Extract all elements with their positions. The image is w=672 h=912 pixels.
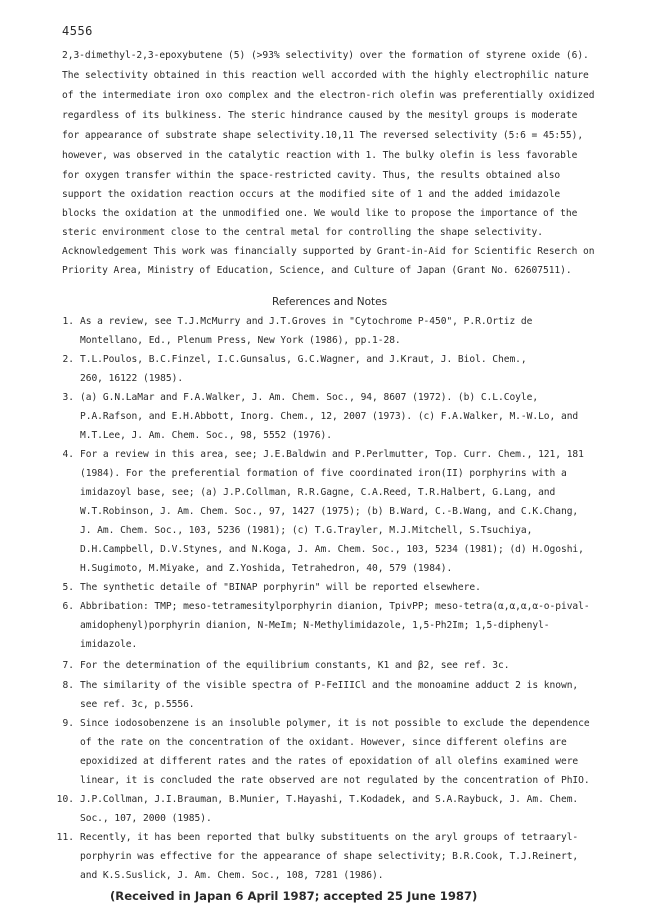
received-date-line: (Received in Japan 6 April 1987; accepted 25 June 1987): [110, 889, 478, 903]
reference-line: T.L.Poulos, B.C.Finzel, I.C.Gunsalus, G.C.Wagner, and J.Kraut, J. Biol. Chem.,: [80, 354, 527, 365]
reference-line: Abbribation: TMP; meso-tetramesitylporphyrin dianion, TpivPP; meso-tetra(α,α,α,α-o-pival-: [80, 601, 590, 612]
reference-number: 11.: [56, 832, 74, 843]
reference-number: 8.: [62, 680, 74, 691]
body-line: steric environment close to the central metal for controlling the shape selectivity.: [62, 227, 543, 238]
body-line: support the oxidation reaction occurs at the modified site of 1 and the added imidazole: [62, 189, 561, 200]
reference-line: H.Sugimoto, M.Miyake, and Z.Yoshida, Tetrahedron, 40, 579 (1984).: [80, 563, 453, 574]
reference-line: J. Am. Chem. Soc., 103, 5236 (1981); (c) T.G.Trayler, M.J.Mitchell, S.Tsuchiya,: [80, 525, 533, 536]
reference-line: see ref. 3c, p.5556.: [80, 699, 195, 710]
reference-number: 6.: [62, 601, 74, 612]
reference-line: imidazole.: [80, 639, 138, 650]
reference-number: 10.: [56, 794, 74, 805]
reference-number: 1.: [62, 316, 74, 327]
reference-line: 260, 16122 (1985).: [80, 373, 184, 384]
body-line: regardless of its bulkiness. The steric hindrance caused by the mesityl groups is moderate: [62, 110, 578, 121]
reference-number: 3.: [62, 392, 74, 403]
reference-line: (a) G.N.LaMar and F.A.Walker, J. Am. Chem. Soc., 94, 8607 (1972). (b) C.L.Coyle,: [80, 392, 539, 403]
reference-line: The similarity of the visible spectra of P-FeIIICl and the monoamine adduct 2 is known,: [80, 680, 579, 691]
reference-line: M.T.Lee, J. Am. Chem. Soc., 98, 5552 (1976).: [80, 430, 332, 441]
reference-line: For the determination of the equilibrium constants, K1 and β2, see ref. 3c.: [80, 660, 510, 671]
reference-line: As a review, see T.J.McMurry and J.T.Groves in "Cytochrome P-450", P.R.Ortiz de: [80, 316, 533, 327]
reference-line: of the rate on the concentration of the oxidant. However, since different olefins are: [80, 737, 567, 748]
body-line: The selectivity obtained in this reaction well accorded with the highly electrophilic nature: [62, 70, 589, 81]
reference-line: epoxidized at different rates and the rates of epoxidation of all olefins examined were: [80, 756, 579, 767]
reference-line: The synthetic detaile of "BINAP porphyrin" will be reported elsewhere.: [80, 582, 481, 593]
acknowledgement-line: Acknowledgement This work was financially supported by Grant-in-Aid for Scientific Reserch on: [62, 246, 595, 257]
reference-number: 4.: [62, 449, 74, 460]
reference-line: P.A.Rafson, and E.H.Abbott, Inorg. Chem., 12, 2007 (1973). (c) F.A.Walker, M.-W.Lo, and: [80, 411, 579, 422]
reference-line: amidophenyl)porphyrin dianion, N-MeIm; N-Methylimidazole, 1,5-Ph2Im; 1,5-diphenyl-: [80, 620, 550, 631]
reference-line: Recently, it has been reported that bulky substituents on the aryl groups of tetraaryl-: [80, 832, 579, 843]
reference-line: Montellano, Ed., Plenum Press, New York (1986), pp.1-28.: [80, 335, 401, 346]
reference-number: 7.: [62, 660, 74, 671]
reference-line: Since iodosobenzene is an insoluble polymer, it is not possible to exclude the dependence: [80, 718, 590, 729]
body-line: for oxygen transfer within the space-restricted cavity. Thus, the results obtained also: [62, 170, 561, 181]
reference-line: D.H.Campbell, D.V.Stynes, and N.Koga, J. Am. Chem. Soc., 103, 5234 (1981); (d) H.Ogoshi,: [80, 544, 584, 555]
references-heading: References and Notes: [272, 296, 388, 308]
reference-line: For a review in this area, see; J.E.Baldwin and P.Perlmutter, Top. Curr. Chem., 121, 181: [80, 449, 584, 460]
reference-line: (1984). For the preferential formation of five coordinated iron(II) porphyrins with a: [80, 468, 567, 479]
reference-number: 5.: [62, 582, 74, 593]
page-number: 4556: [62, 24, 93, 38]
body-line: for appearance of substrate shape selectivity.10,11 The reversed selectivity (5:6 = 45:55),: [62, 130, 584, 141]
body-line: however, was observed in the catalytic reaction with 1. The bulky olefin is less favorable: [62, 150, 578, 161]
reference-line: W.T.Robinson, J. Am. Chem. Soc., 97, 1427 (1975); (b) B.Ward, C.-B.Wang, and C.K.Chang,: [80, 506, 579, 517]
reference-line: imidazoyl base, see; (a) J.P.Collman, R.R.Gagne, C.A.Reed, T.R.Halbert, G.Lang, and: [80, 487, 556, 498]
reference-line: porphyrin was effective for the appearance of shape selectivity; B.R.Cook, T.J.Reinert,: [80, 851, 579, 862]
reference-line: Soc., 107, 2000 (1985).: [80, 813, 212, 824]
body-line: of the intermediate iron oxo complex and the electron-rich olefin was preferentially oxidized: [62, 90, 595, 101]
body-line: 2,3-dimethyl-2,3-epoxybutene (5) (>93% selectivity) over the formation of styrene oxide (6).: [62, 50, 589, 61]
reference-number: 9.: [62, 718, 74, 729]
reference-line: J.P.Collman, J.I.Brauman, B.Munier, T.Hayashi, T.Kodadek, and S.A.Raybuck, J. Am. Chem.: [80, 794, 579, 805]
body-line: blocks the oxidation at the unmodified one. We would like to propose the importance of the: [62, 208, 578, 219]
reference-number: 2.: [62, 354, 74, 365]
reference-line: linear, it is concluded the rate observed are not regulated by the concentration of PhIO.: [80, 775, 590, 786]
reference-line: and K.S.Suslick, J. Am. Chem. Soc., 108, 7281 (1986).: [80, 870, 384, 881]
acknowledgement-line: Priority Area, Ministry of Education, Science, and Culture of Japan (Grant No. 62607511).: [62, 265, 572, 276]
